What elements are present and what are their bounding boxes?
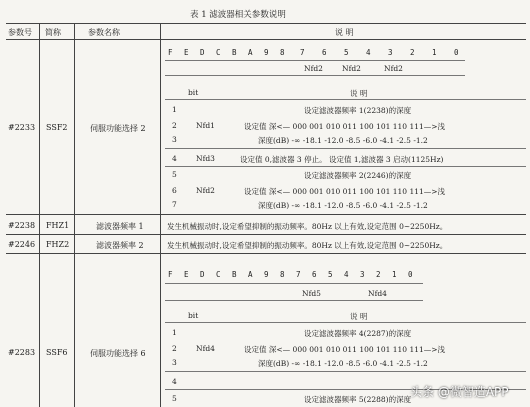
row4-r2-label: Nfd4 bbox=[196, 344, 215, 353]
row2-desc: 发生机械振动时,设定希望抑制的振动频率。80Hz 以上有效,设定范围 0~2250Hz。 bbox=[167, 222, 448, 231]
bit-label: 7 bbox=[300, 48, 305, 57]
row1-abbr: SSF2 bbox=[46, 123, 68, 132]
row1-r3-text: 深度(dB) -∞ -18.1 -12.0 -8.5 -6.0 -4.1 -2.5 -1.2 bbox=[258, 136, 428, 145]
col-divider-3 bbox=[160, 23, 161, 407]
bit-label: D bbox=[200, 48, 205, 57]
row1-r7-text: 深度(dB) -∞ -18.1 -12.0 -8.5 -6.0 -4.1 -2.5 -1.2 bbox=[258, 201, 428, 210]
bit-label: A bbox=[248, 48, 253, 57]
row4-sub-desc-header: 说 明 bbox=[350, 312, 368, 321]
bit-label: C bbox=[216, 48, 221, 57]
row4-r3-text: 深度(dB) -∞ -18.1 -12.0 -8.5 -6.0 -4.1 -2.5 -1.2 bbox=[258, 359, 428, 368]
bit-label: 9 bbox=[264, 270, 269, 279]
watermark: 头条 @微智造APP bbox=[410, 385, 509, 399]
rule-row2 bbox=[6, 234, 526, 235]
row1-num: 5 bbox=[172, 170, 177, 179]
bit-label: B bbox=[232, 48, 237, 57]
row3-desc: 发生机械振动时,设定希望抑制的振动频率。80Hz 以上有效,设定范围 0~2250Hz。 bbox=[167, 241, 448, 250]
col-divider-2 bbox=[74, 23, 75, 407]
bit-label: 3 bbox=[360, 270, 365, 279]
rule-row1 bbox=[6, 214, 526, 215]
row2-param-no: #2238 bbox=[8, 221, 36, 230]
row2-param-name: 滤波器频率 1 bbox=[96, 222, 144, 231]
bit-label: 6 bbox=[312, 270, 317, 279]
bit-label: 1 bbox=[392, 270, 397, 279]
row1-r2-label: Nfd1 bbox=[196, 121, 215, 130]
row4-r1-desc: 设定滤波器频率 4(2287)的深度 bbox=[304, 329, 412, 338]
bit-label: 9 bbox=[264, 48, 269, 57]
bit-label: 5 bbox=[328, 270, 333, 279]
row3-param-no: #2246 bbox=[8, 240, 36, 249]
row4-r5-desc: 设定滤波器频率 5(2288)的深度 bbox=[304, 395, 412, 404]
bit-label: 4 bbox=[344, 270, 349, 279]
row4-num: 4 bbox=[172, 377, 177, 386]
row1-num: 2 bbox=[172, 121, 177, 130]
table-title: 表 1 滤波器相关参数说明 bbox=[190, 10, 286, 20]
row1-r4-text: 设定值 0,滤波器 3 停止。 设定值 1,滤波器 3 启动(1125Hz) bbox=[240, 155, 444, 164]
header-param-name: 参数名称 bbox=[88, 28, 120, 37]
bit-label: C bbox=[216, 270, 221, 279]
row1-bitgroup: Nfd2 bbox=[304, 64, 323, 73]
row4-bitgroup: Nfd5 bbox=[302, 289, 321, 298]
bit-label: 7 bbox=[296, 270, 301, 279]
bit-label: F bbox=[168, 270, 173, 279]
row1-num: 3 bbox=[172, 135, 177, 144]
row1-bitgroup: Nfd2 bbox=[384, 64, 403, 73]
bit-label: B bbox=[232, 270, 237, 279]
row4-param-no: #2283 bbox=[8, 348, 36, 357]
bit-label: 8 bbox=[280, 48, 285, 57]
bit-label: A bbox=[248, 270, 253, 279]
bit-label: E bbox=[184, 270, 189, 279]
row1-r6-text: 设定值 深<— 000 001 010 011 100 101 110 111—>浅 bbox=[244, 187, 446, 196]
col-divider-1 bbox=[39, 23, 40, 407]
row4-r2-text: 设定值 深<— 000 001 010 011 100 101 110 111—>浅 bbox=[244, 345, 446, 354]
row1-sub-desc-header: 说 明 bbox=[350, 89, 368, 98]
row2-abbr: FHZ1 bbox=[46, 221, 70, 230]
row3-param-name: 滤波器频率 2 bbox=[96, 241, 144, 250]
bit-label: 2 bbox=[376, 270, 381, 279]
row1-num: 1 bbox=[172, 105, 177, 114]
bit-label: D bbox=[200, 270, 205, 279]
header-param-no: 参数号 bbox=[8, 28, 32, 37]
row4-param-name: 伺服功能选择 6 bbox=[90, 349, 146, 358]
row1-num: 4 bbox=[172, 154, 177, 163]
row1-param-no: #2233 bbox=[8, 123, 36, 132]
row1-num: 7 bbox=[172, 200, 177, 209]
row1-r5-desc: 设定滤波器频率 2(2246)的深度 bbox=[304, 171, 412, 180]
bit-label: 3 bbox=[388, 48, 393, 57]
row1-bit-rule bbox=[165, 60, 465, 61]
row4-num: 1 bbox=[172, 328, 177, 337]
row4-sub-bit-header: bit bbox=[188, 311, 199, 320]
row1-r4-rule bbox=[165, 166, 526, 167]
bit-label: 1 bbox=[432, 48, 437, 57]
row4-abbr: SSF6 bbox=[46, 348, 68, 357]
row1-r4-label: Nfd3 bbox=[196, 154, 215, 163]
bit-label: 0 bbox=[408, 270, 413, 279]
row4-num: 5 bbox=[172, 394, 177, 403]
bit-label: E bbox=[184, 48, 189, 57]
row1-r6-label: Nfd2 bbox=[196, 186, 215, 195]
rule-row3 bbox=[6, 253, 526, 254]
row4-bitgroup: Nfd4 bbox=[368, 289, 387, 298]
bit-label: 8 bbox=[280, 270, 285, 279]
row1-r3-rule bbox=[165, 148, 526, 149]
row3-abbr: FHZ2 bbox=[46, 240, 70, 249]
row4-r3-rule bbox=[165, 371, 526, 372]
rule-header bbox=[6, 39, 526, 40]
row1-r2-text: 设定值 深<— 000 001 010 011 100 101 110 111—>浅 bbox=[244, 122, 446, 131]
row4-num: 3 bbox=[172, 358, 177, 367]
bit-label: 5 bbox=[344, 48, 349, 57]
row4-bitgroup-rule bbox=[165, 300, 423, 301]
bit-label: 2 bbox=[410, 48, 415, 57]
row4-sub-rule bbox=[165, 322, 526, 323]
row1-r1-desc: 设定滤波器频率 1(2238)的深度 bbox=[304, 106, 412, 115]
bit-label: F bbox=[168, 48, 173, 57]
header-desc: 说 明 bbox=[335, 28, 354, 37]
row4-num: 2 bbox=[172, 344, 177, 353]
bit-label: 4 bbox=[366, 48, 371, 57]
bit-label: 0 bbox=[454, 48, 459, 57]
row1-sub-rule bbox=[165, 99, 526, 100]
row4-bit-rule bbox=[165, 283, 423, 284]
row1-param-name: 伺服功能选择 2 bbox=[90, 124, 146, 133]
row1-num: 6 bbox=[172, 186, 177, 195]
header-abbr: 简称 bbox=[45, 28, 61, 37]
row1-bitgroup: Nfd2 bbox=[342, 64, 361, 73]
bit-label: 6 bbox=[322, 48, 327, 57]
row1-bitgroup-rule bbox=[165, 75, 465, 76]
row1-sub-bit-header: bit bbox=[188, 88, 199, 97]
rule-top bbox=[6, 23, 526, 24]
